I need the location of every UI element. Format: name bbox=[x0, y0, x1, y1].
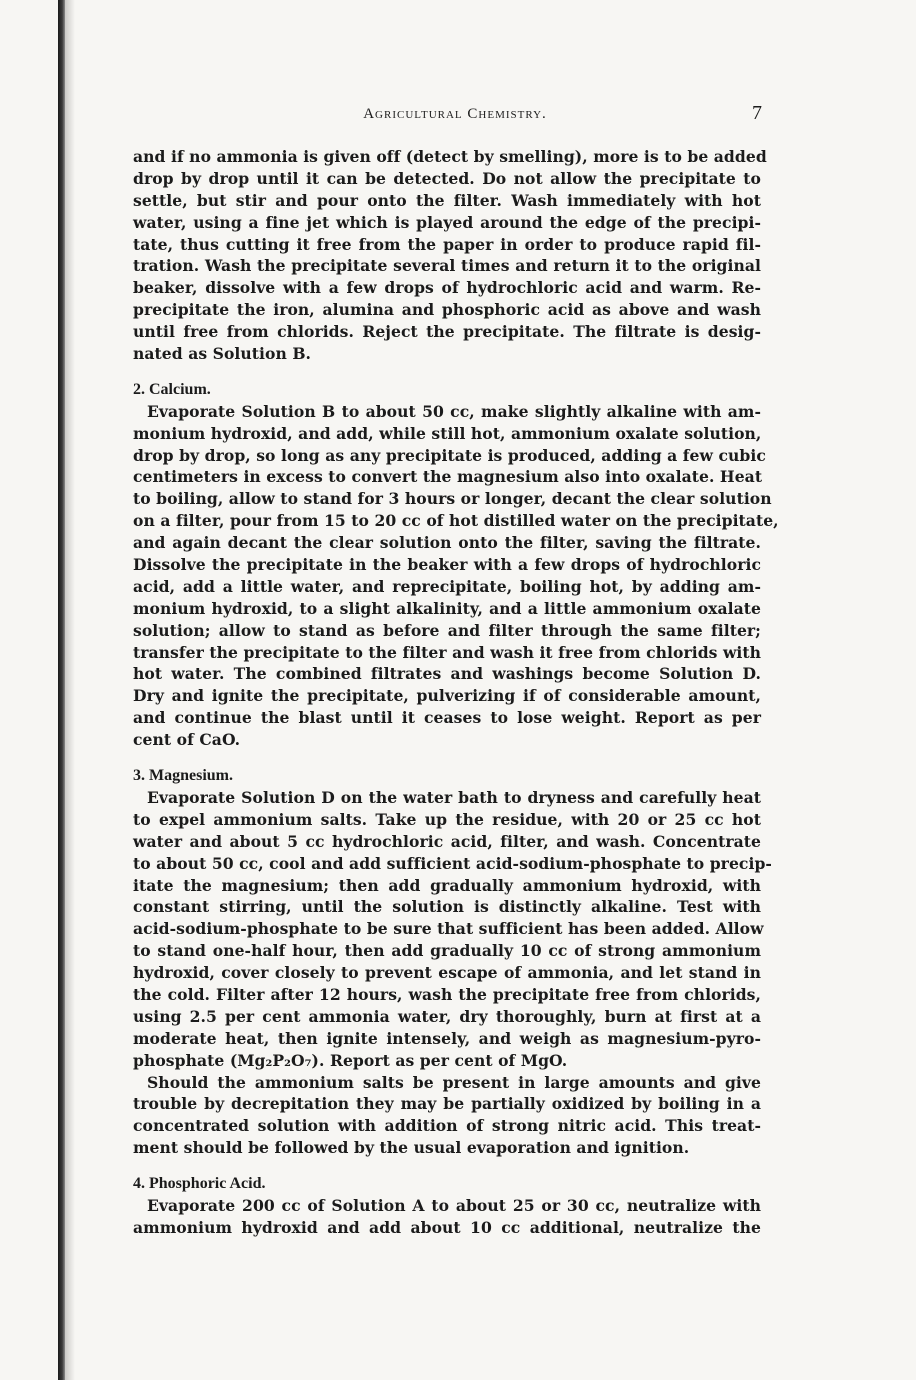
text-line: itate the magnesium; then add gradually ammonium hydroxid, with bbox=[133, 875, 761, 895]
text-line: and if no ammonia is given off (detect by smelling), more is to be added bbox=[133, 147, 767, 166]
body-text bbox=[133, 146, 779, 1239]
text-line: ammonium hydroxid and add about 10 cc additional, neutralize the bbox=[133, 1217, 761, 1237]
text-line: water and about 5 cc hydrochloric acid, filter, and wash. Concentrate bbox=[133, 831, 761, 851]
text-line: nated as Solution B. bbox=[133, 344, 312, 364]
text-line: concentrated solution with addition of strong nitric acid. This treat- bbox=[133, 1116, 761, 1136]
text-line: Evaporate Solution B to about 50 cc, make slightly alkaline with am- bbox=[147, 401, 761, 421]
intro-paragraph bbox=[133, 146, 767, 365]
section-heading-magnesium: 3. Magnesium. bbox=[133, 767, 233, 785]
text-line: until free from chlorids. Reject the precipitate. The filtrate is desig- bbox=[133, 322, 761, 342]
text-line: ment should be followed by the usual evaporation and ignition. bbox=[133, 1138, 690, 1158]
text-line: on a filter, pour from 15 to 20 cc of hot distilled water on the precipitate, bbox=[133, 511, 779, 531]
text-line: Should the ammonium salts be present in large amounts and give bbox=[147, 1072, 761, 1092]
section-heading-phosphoric-acid: 4. Phosphoric Acid. bbox=[133, 1175, 266, 1193]
running-head: Agricultural Chemistry. bbox=[363, 106, 547, 122]
text-line: drop by drop until it can be detected. Do not allow the precipitate to bbox=[133, 168, 761, 188]
text-line: acid, add a little water, and reprecipitate, boiling hot, by adding am- bbox=[133, 576, 761, 596]
text-line: monium hydroxid, and add, while still hot, ammonium oxalate solution, bbox=[133, 423, 762, 443]
text-line: moderate heat, then ignite intensely, and weigh as magnesium-pyro- bbox=[133, 1028, 761, 1048]
text-line: Dissolve the precipitate in the beaker with a few drops of hydrochloric bbox=[133, 555, 761, 575]
text-line: tate, thus cutting it free from the paper in order to produce rapid fil- bbox=[133, 234, 761, 254]
text-line: hydroxid, cover closely to prevent escape of ammonia, and let stand in bbox=[133, 963, 761, 983]
text-line: precipitate the iron, alumina and phosphoric acid as above and wash bbox=[133, 300, 761, 320]
text-line: acid-sodium-phosphate to be sure that sufficient has been added. Allow bbox=[133, 919, 764, 939]
text-line: water, using a fine jet which is played around the edge of the precipi- bbox=[133, 212, 761, 232]
section-magnesium bbox=[133, 765, 772, 1159]
page-number: 7 bbox=[752, 102, 762, 124]
text-line: hot water. The combined filtrates and washings become Solution D. bbox=[133, 664, 761, 684]
text-line: to stand one-half hour, then add gradually 10 cc of strong ammonium bbox=[133, 941, 761, 961]
text-line: and again decant the clear solution onto the filter, saving the filtrate. bbox=[133, 533, 761, 553]
section-calcium bbox=[133, 379, 779, 751]
text-line: and continue the blast until it ceases to lose weight. Report as per bbox=[133, 708, 761, 728]
text-line: using 2.5 per cent ammonia water, dry thoroughly, burn at first at a bbox=[133, 1006, 761, 1026]
text-line: the cold. Filter after 12 hours, wash the precipitate free from chlorids, bbox=[133, 984, 761, 1004]
text-line: beaker, dissolve with a few drops of hydrochloric acid and warm. Re- bbox=[133, 278, 761, 298]
gutter-shadow bbox=[65, 0, 75, 1380]
text-line: constant stirring, until the solution is distinctly alkaline. Test with bbox=[133, 897, 761, 917]
section-phosphoric-acid bbox=[133, 1173, 761, 1239]
text-line: to expel ammonium salts. Take up the residue, with 20 or 25 cc hot bbox=[133, 809, 761, 829]
text-line: Evaporate 200 cc of Solution A to about 25 or 30 cc, neutralize with bbox=[147, 1195, 761, 1215]
text-line: phosphate (Mg₂P₂O₇). Report as per cent of MgO. bbox=[133, 1050, 568, 1070]
book-binding-edge bbox=[58, 0, 65, 1380]
text-line: to about 50 cc, cool and add sufficient acid-sodium-phosphate to precip- bbox=[133, 853, 772, 873]
text-line: Evaporate Solution D on the water bath to dryness and carefully heat bbox=[147, 787, 761, 807]
text-line: drop by drop, so long as any precipitate is produced, adding a few cubic bbox=[133, 445, 766, 465]
text-line: centimeters in excess to convert the magnesium also into oxalate. Heat bbox=[133, 467, 763, 487]
text-line: monium hydroxid, to a slight alkalinity, and a little ammonium oxalate bbox=[133, 598, 761, 618]
text-line: settle, but stir and pour onto the filter. Wash immediately with hot bbox=[133, 190, 761, 210]
text-line: trouble by decrepitation they may be partially oxidized by boiling in a bbox=[133, 1094, 761, 1114]
section-heading-calcium: 2. Calcium. bbox=[133, 380, 211, 398]
text-line: cent of CaO. bbox=[133, 730, 241, 750]
text-line: solution; allow to stand as before and filter through the same filter; bbox=[133, 620, 761, 640]
text-line: tration. Wash the precipitate several times and return it to the original bbox=[133, 256, 761, 276]
text-line: Dry and ignite the precipitate, pulverizing if of considerable amount, bbox=[133, 686, 761, 706]
text-line: transfer the precipitate to the filter and wash it free from chlorids with bbox=[133, 642, 762, 662]
text-line: to boiling, allow to stand for 3 hours or longer, decant the clear solution bbox=[133, 489, 772, 509]
